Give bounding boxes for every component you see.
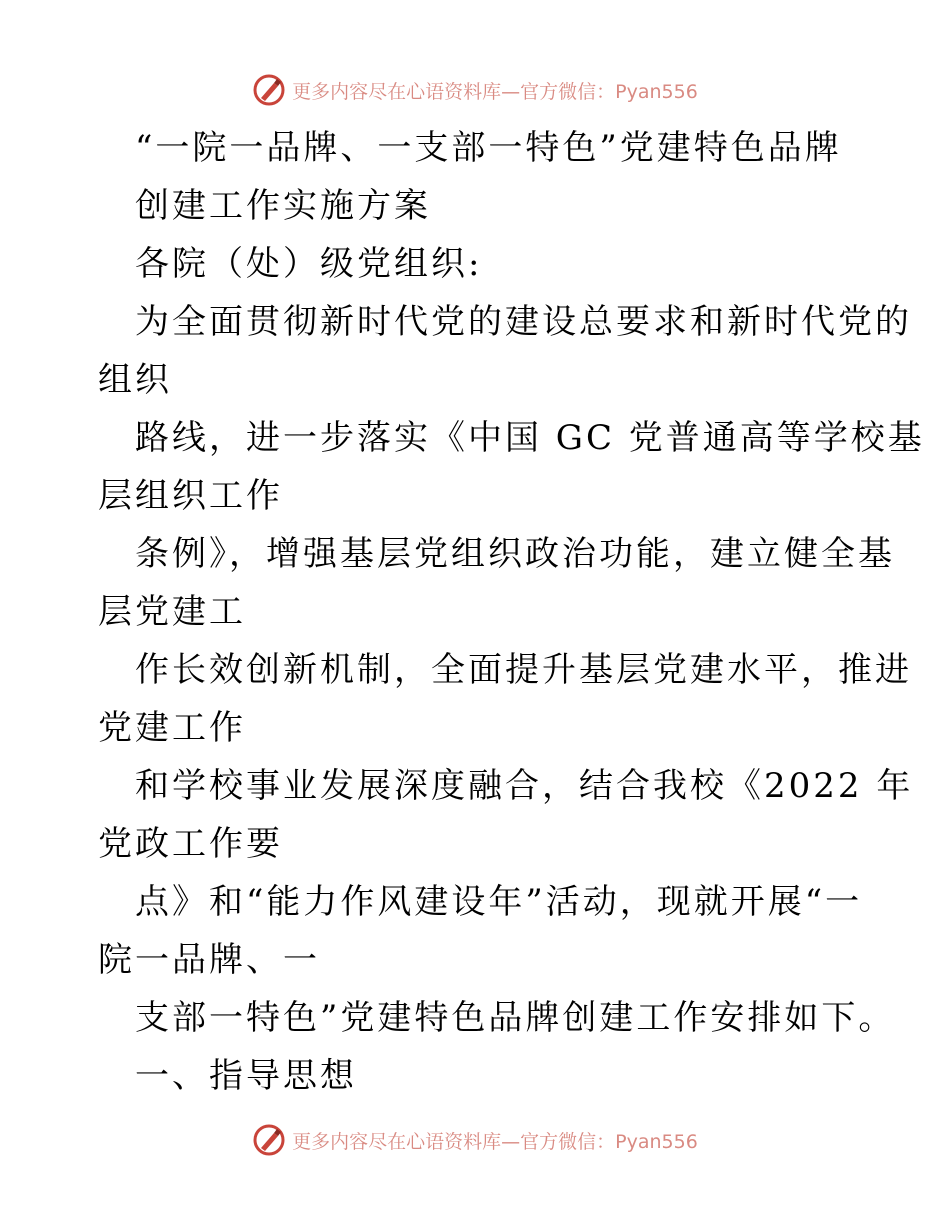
paragraph-line: 点》和“能力作风建设年”活动，现就开展“一	[135, 882, 863, 922]
paragraph-line: 路线，进一步落实《中国 GC 党普通高等学校基	[135, 418, 925, 458]
footer-watermark-inner	[252, 1123, 698, 1157]
title-line-2: 创建工作实施方案	[135, 186, 431, 226]
paragraph-line: 和学校事业发展深度融合，结合我校《2022 年	[135, 766, 914, 806]
paragraph-line: 院一品牌、一	[98, 940, 320, 980]
header-watermark	[0, 70, 950, 110]
paragraph-line: 作长效创新机制，全面提升基层党建水平，推进	[135, 650, 912, 690]
pen-logo-icon	[252, 1123, 286, 1157]
title-line-1: “一院一品牌、一支部一特色”党建特色品牌	[135, 128, 842, 168]
salutation: 各院（处）级党组织:	[135, 244, 483, 284]
section-heading: 一、指导思想	[135, 1056, 357, 1096]
pen-logo-icon	[252, 73, 286, 107]
paragraph-line: 党建工作	[98, 708, 246, 748]
footer-watermark-text: 更多内容尽在心语资料库—官方微信：Pyan556	[292, 1130, 698, 1153]
header-watermark-inner	[252, 73, 698, 107]
paragraph-line: 组织	[98, 360, 172, 400]
paragraph-line: 条例》，增强基层党组织政治功能，建立健全基	[135, 534, 895, 574]
paragraph-line: 层组织工作	[98, 476, 283, 516]
paragraph-line: 支部一特色”党建特色品牌创建工作安排如下。	[135, 998, 896, 1038]
paragraph-line: 层党建工	[98, 592, 246, 632]
footer-watermark	[0, 1120, 950, 1160]
paragraph-line: 为全面贯彻新时代党的建设总要求和新时代党的	[135, 302, 912, 342]
paragraph-line: 党政工作要	[98, 824, 283, 864]
header-watermark-text: 更多内容尽在心语资料库—官方微信：Pyan556	[292, 80, 698, 103]
